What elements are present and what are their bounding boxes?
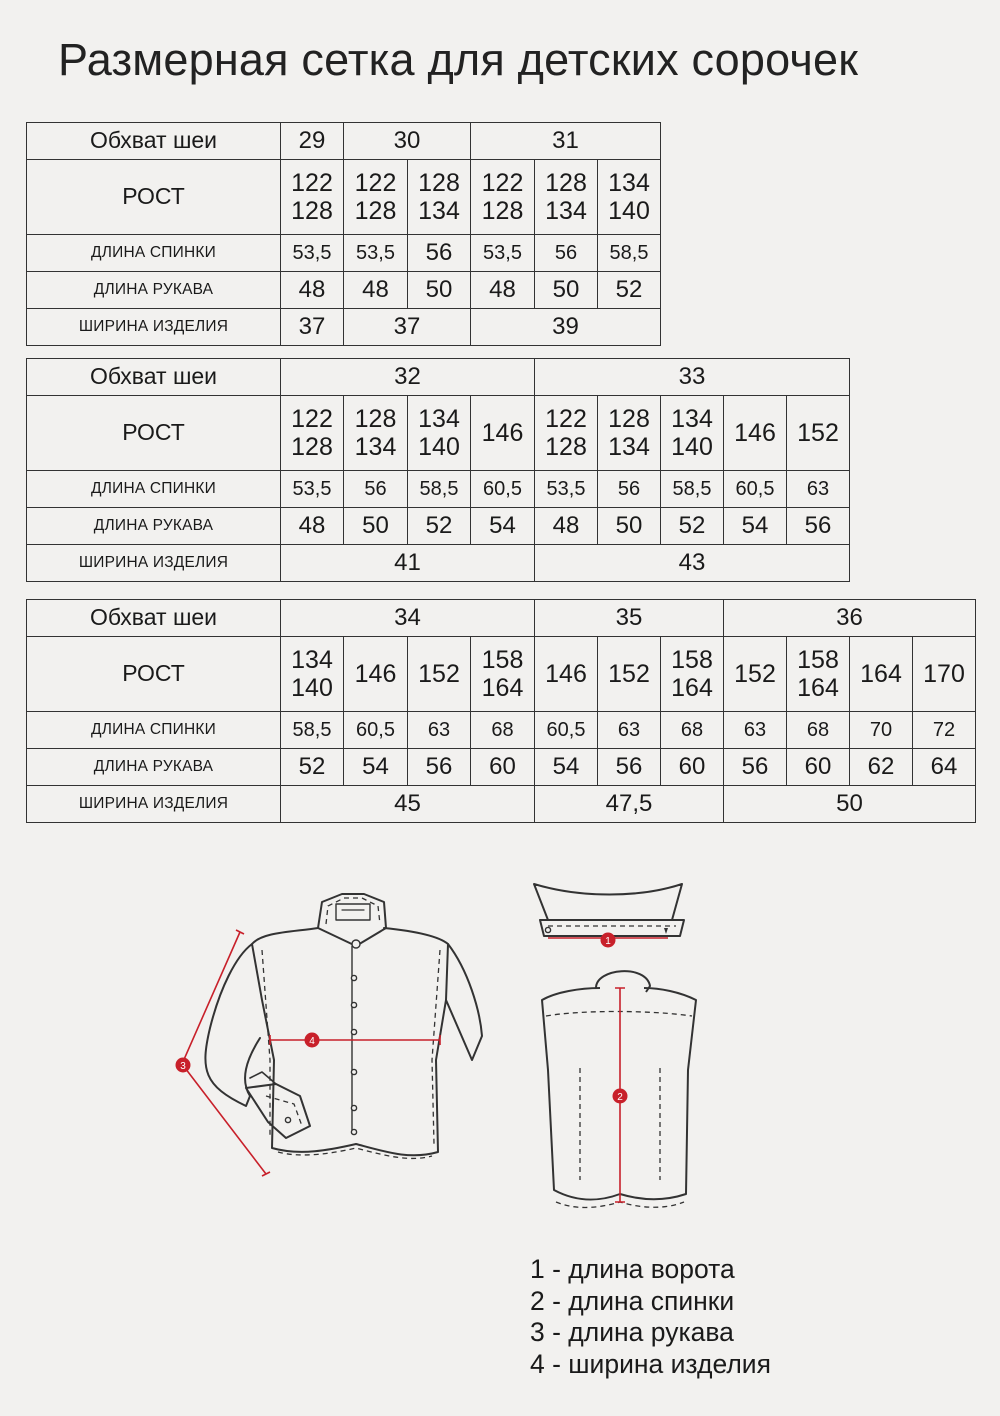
measurement-legend — [530, 1254, 771, 1380]
back-length-value: 63 — [724, 712, 787, 749]
height-label: РОСТ — [27, 396, 281, 471]
sleeve-length-value: 56 — [408, 749, 471, 786]
height-cell — [471, 160, 535, 235]
sleeve-length-value: 56 — [787, 508, 850, 545]
height-value: 128 — [608, 405, 650, 433]
sleeve-length-value: 60 — [787, 749, 850, 786]
height-cell — [408, 160, 471, 235]
height-value: 134 — [291, 646, 333, 674]
height-value: 146 — [354, 660, 397, 688]
back-length-value: 60,5 — [724, 471, 787, 508]
height-cell — [281, 160, 344, 235]
height-cell — [535, 396, 598, 471]
back-length-value: 56 — [408, 235, 471, 272]
shirt-left-sleeve — [205, 944, 260, 1106]
size-table-1 — [26, 122, 661, 346]
back-length-label: ДЛИНА СПИНКИ — [27, 235, 281, 272]
height-value: 140 — [608, 197, 650, 225]
back-length-value: 56 — [344, 471, 408, 508]
width-value: 45 — [281, 786, 535, 823]
sleeve-length-value: 48 — [281, 272, 344, 309]
neck-size: 35 — [535, 600, 724, 637]
width-value: 50 — [724, 786, 976, 823]
marker-3-label: 3 — [180, 1061, 186, 1072]
width-value: 37 — [281, 309, 344, 346]
back-length-value: 58,5 — [661, 471, 724, 508]
height-value: 158 — [797, 646, 839, 674]
height-value: 134 — [418, 197, 460, 225]
shirt-measurement-diagram — [0, 860, 1000, 1250]
back-length-value: 53,5 — [281, 471, 344, 508]
sleeve-length-value: 56 — [598, 749, 661, 786]
marker-1-label: 1 — [605, 936, 611, 947]
size-table-3 — [26, 599, 976, 823]
sleeve-length-value: 52 — [598, 272, 661, 309]
sleeve-length-value: 48 — [535, 508, 598, 545]
legend-item: 4 - ширина изделия — [530, 1348, 771, 1379]
size-table-2 — [26, 358, 850, 582]
sleeve-length-value: 54 — [471, 508, 535, 545]
sleeve-length-value: 56 — [724, 749, 787, 786]
width-value: 47,5 — [535, 786, 724, 823]
shirt-cuff — [246, 1084, 310, 1138]
height-value: 128 — [418, 169, 460, 197]
height-value: 134 — [671, 405, 713, 433]
width-label: ШИРИНА ИЗДЕЛИЯ — [27, 309, 281, 346]
height-value: 158 — [671, 646, 713, 674]
width-label: ШИРИНА ИЗДЕЛИЯ — [27, 786, 281, 823]
back-length-value: 60,5 — [471, 471, 535, 508]
neck-size: 34 — [281, 600, 535, 637]
sleeve-length-value: 48 — [471, 272, 535, 309]
back-length-value: 63 — [598, 712, 661, 749]
height-cell — [408, 396, 471, 471]
neck-size: 32 — [281, 359, 535, 396]
back-length-value: 63 — [787, 471, 850, 508]
sleeve-length-value: 48 — [281, 508, 344, 545]
sleeve-length-label: ДЛИНА РУКАВА — [27, 749, 281, 786]
neck-size: 29 — [281, 123, 344, 160]
height-cell — [850, 637, 913, 712]
height-cell — [535, 160, 598, 235]
sleeve-length-value: 52 — [661, 508, 724, 545]
height-cell — [598, 637, 661, 712]
height-value: 158 — [481, 646, 524, 674]
neck-size: 31 — [471, 123, 661, 160]
sleeve-length-label: ДЛИНА РУКАВА — [27, 272, 281, 309]
height-cell — [913, 637, 976, 712]
sleeve-length-value: 62 — [850, 749, 913, 786]
back-length-value: 68 — [661, 712, 724, 749]
sleeve-length-value: 54 — [724, 508, 787, 545]
back-length-value: 56 — [598, 471, 661, 508]
height-cell — [661, 396, 724, 471]
neck-label: Обхват шеи — [27, 359, 281, 396]
marker-4-label: 4 — [309, 1036, 315, 1047]
sleeve-length-value: 50 — [535, 272, 598, 309]
back-length-value: 60,5 — [344, 712, 408, 749]
height-value: 128 — [354, 405, 397, 433]
height-value: 146 — [734, 419, 776, 447]
back-length-value: 68 — [787, 712, 850, 749]
width-value: 37 — [344, 309, 471, 346]
height-value: 152 — [734, 660, 776, 688]
height-cell — [344, 637, 408, 712]
height-value: 152 — [608, 660, 650, 688]
back-length-value: 58,5 — [598, 235, 661, 272]
height-cell — [598, 396, 661, 471]
height-cell — [661, 637, 724, 712]
height-cell — [787, 396, 850, 471]
height-value: 134 — [418, 405, 460, 433]
height-value: 122 — [481, 169, 524, 197]
height-value: 122 — [354, 169, 397, 197]
height-value: 128 — [545, 169, 587, 197]
width-value: 41 — [281, 545, 535, 582]
height-value: 134 — [608, 433, 650, 461]
height-label: РОСТ — [27, 160, 281, 235]
height-value: 128 — [354, 197, 397, 225]
height-value: 146 — [545, 660, 587, 688]
height-value: 122 — [291, 405, 333, 433]
height-value: 152 — [418, 660, 460, 688]
height-value: 164 — [860, 660, 902, 688]
collar-flat-outline — [534, 884, 682, 920]
sleeve-length-value: 50 — [344, 508, 408, 545]
height-cell — [471, 637, 535, 712]
height-cell — [344, 160, 408, 235]
sleeve-length-value: 54 — [344, 749, 408, 786]
width-value: 43 — [535, 545, 850, 582]
back-length-value: 53,5 — [344, 235, 408, 272]
sleeve-length-value: 60 — [471, 749, 535, 786]
legend-item: 3 - длина рукава — [530, 1317, 734, 1347]
height-value: 122 — [545, 405, 587, 433]
height-cell — [787, 637, 850, 712]
back-length-value: 63 — [408, 712, 471, 749]
height-cell — [281, 637, 344, 712]
back-length-label: ДЛИНА СПИНКИ — [27, 712, 281, 749]
height-cell — [281, 396, 344, 471]
sleeve-length-value: 52 — [408, 508, 471, 545]
height-cell — [724, 637, 787, 712]
width-label: ШИРИНА ИЗДЕЛИЯ — [27, 545, 281, 582]
sleeve-length-value: 52 — [281, 749, 344, 786]
height-value: 128 — [291, 197, 333, 225]
height-cell — [535, 637, 598, 712]
height-cell — [408, 637, 471, 712]
sleeve-length-value: 64 — [913, 749, 976, 786]
back-length-value: 60,5 — [535, 712, 598, 749]
back-length-value: 58,5 — [408, 471, 471, 508]
height-value: 146 — [481, 419, 524, 447]
neck-size: 30 — [344, 123, 471, 160]
collar-back-outline — [596, 971, 650, 992]
sleeve-length-label: ДЛИНА РУКАВА — [27, 508, 281, 545]
back-length-value: 58,5 — [281, 712, 344, 749]
marker-2-label: 2 — [617, 1092, 623, 1103]
height-value: 128 — [291, 433, 333, 461]
height-value: 134 — [545, 197, 587, 225]
sleeve-length-value: 50 — [598, 508, 661, 545]
back-length-value: 72 — [913, 712, 976, 749]
sleeve-length-value: 54 — [535, 749, 598, 786]
page-title: Размерная сетка для детских сорочек — [58, 34, 859, 85]
neck-size: 33 — [535, 359, 850, 396]
height-value: 140 — [671, 433, 713, 461]
height-value: 164 — [797, 674, 839, 702]
neck-size: 36 — [724, 600, 976, 637]
neck-label: Обхват шеи — [27, 123, 281, 160]
height-value: 140 — [291, 674, 333, 702]
height-cell — [598, 160, 661, 235]
height-value: 152 — [797, 419, 839, 447]
height-value: 170 — [923, 660, 965, 688]
height-value: 122 — [291, 169, 333, 197]
back-length-value: 53,5 — [535, 471, 598, 508]
sleeve-length-line — [182, 932, 266, 1174]
back-length-label: ДЛИНА СПИНКИ — [27, 471, 281, 508]
height-label: РОСТ — [27, 637, 281, 712]
back-length-value: 70 — [850, 712, 913, 749]
sleeve-length-value: 48 — [344, 272, 408, 309]
height-cell — [344, 396, 408, 471]
height-value: 128 — [545, 433, 587, 461]
width-value: 39 — [471, 309, 661, 346]
back-length-value: 53,5 — [471, 235, 535, 272]
shirt-front-outline — [252, 928, 448, 1155]
neck-label: Обхват шеи — [27, 600, 281, 637]
height-cell — [471, 396, 535, 471]
legend-item: 2 - длина спинки — [530, 1285, 735, 1316]
sleeve-length-value: 60 — [661, 749, 724, 786]
height-value: 134 — [608, 169, 650, 197]
sleeve-length-value: 50 — [408, 272, 471, 309]
legend-item: 1 - длина ворота — [530, 1254, 735, 1284]
height-value: 164 — [671, 674, 713, 702]
height-value: 164 — [481, 674, 524, 702]
height-value: 140 — [418, 433, 460, 461]
height-cell — [724, 396, 787, 471]
back-length-value: 68 — [471, 712, 535, 749]
height-value: 134 — [354, 433, 397, 461]
height-value: 128 — [481, 197, 524, 225]
back-length-value: 56 — [535, 235, 598, 272]
back-length-value: 53,5 — [281, 235, 344, 272]
